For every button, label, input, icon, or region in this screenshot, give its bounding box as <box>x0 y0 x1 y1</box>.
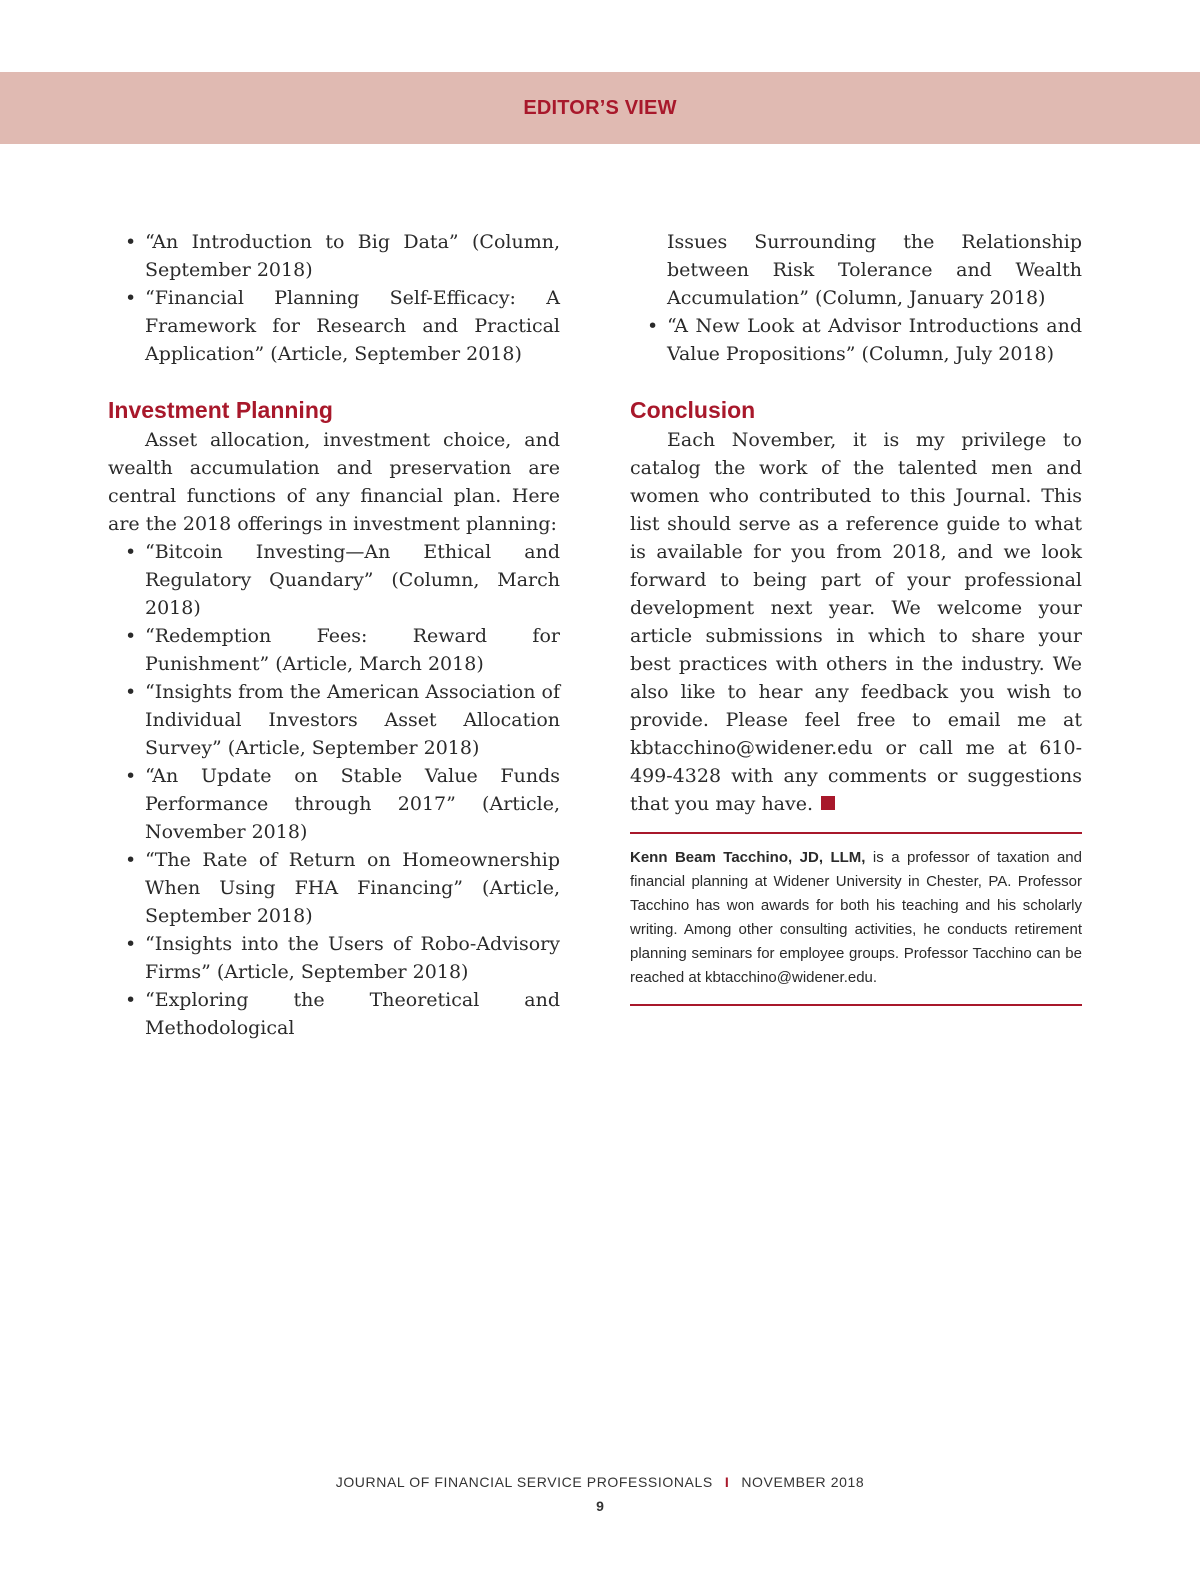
continued-list <box>630 312 1082 368</box>
author-bio-text: is a professor of taxation and financial planning at Widener University in Chester, PA. Professor Tacchino has won awards for both his teaching and his scholarly writing. Among other consulting activities, he conducts retirement planning seminars for employee groups. Professor Tacchino can be reached at kbtacchino@widener.edu. <box>630 849 1082 986</box>
list-item: • “Insights into the Users of Robo-Advisory Firms” (Article, September 2018) <box>108 930 560 986</box>
running-footer <box>0 1474 1200 1490</box>
bio-top-divider <box>630 832 1082 834</box>
journal-name: JOURNAL OF FINANCIAL SERVICE PROFESSIONALS <box>335 1474 713 1490</box>
list-item: • “An Introduction to Big Data” (Column, September 2018) <box>108 228 560 284</box>
author-name: Kenn Beam Tacchino, JD, LLM, <box>630 849 866 866</box>
list-item: • “Financial Planning Self-Efficacy: A Framework for Research and Practical Application” (Article, September 2018) <box>108 284 560 368</box>
end-of-article-icon <box>821 796 835 810</box>
investment-planning-intro: Asset allocation, investment choice, and wealth accumulation and preservation are central functions of any financial plan. Here are the 2018 offerings in investment planning: <box>108 429 560 535</box>
section-heading-conclusion: Conclusion <box>630 397 756 423</box>
list-item: • “The Rate of Return on Homeownership When Using FHA Financing” (Article, September 2018) <box>108 846 560 930</box>
author-bio <box>630 846 1082 990</box>
list-item: • “An Update on Stable Value Funds Performance through 2017” (Article, November 2018) <box>108 762 560 846</box>
conclusion-text: Each November, it is my privilege to catalog the work of the talented men and women who contributed to this Journal. This list should serve as a reference guide to what is available for you from 2018, and we look forward to being part of your professional development next year. We welcome your article submissions in which to share your best practices with others in the industry. We also like to hear any feedback you wish to provide. Please feel free to email me at kbtacchino@widener.edu or call me at 610-499-4328 with any comments or suggestions that you may have. <box>630 429 1082 815</box>
header-banner <box>0 72 1200 144</box>
list-item: • “Exploring the Theoretical and Methodological <box>108 986 560 1042</box>
left-column <box>108 228 560 1042</box>
footer-separator: I <box>724 1474 730 1490</box>
right-column <box>630 228 1082 1018</box>
section-heading-investment-planning: Investment Planning <box>108 397 333 423</box>
list-item: • “Insights from the American Association of Individual Investors Asset Allocation Survey” (Article, September 2018) <box>108 678 560 762</box>
page-title: EDITOR’S VIEW <box>523 96 677 119</box>
bio-bottom-divider <box>630 1004 1082 1006</box>
conclusion-body <box>630 426 1082 818</box>
continued-list <box>108 228 560 368</box>
investment-planning-list <box>108 538 560 1042</box>
issue-date: NOVEMBER 2018 <box>741 1474 865 1490</box>
page-number: 9 <box>596 1498 604 1514</box>
continued-list-item-text: Issues Surrounding the Relationship between Risk Tolerance and Wealth Accumulation” (Column, January 2018) <box>667 231 1082 309</box>
list-item: • “Bitcoin Investing—An Ethical and Regulatory Quandary” (Column, March 2018) <box>108 538 560 622</box>
list-item: • “A New Look at Advisor Introductions and Value Propositions” (Column, July 2018) <box>630 312 1082 368</box>
list-item: • “Redemption Fees: Reward for Punishment” (Article, March 2018) <box>108 622 560 678</box>
